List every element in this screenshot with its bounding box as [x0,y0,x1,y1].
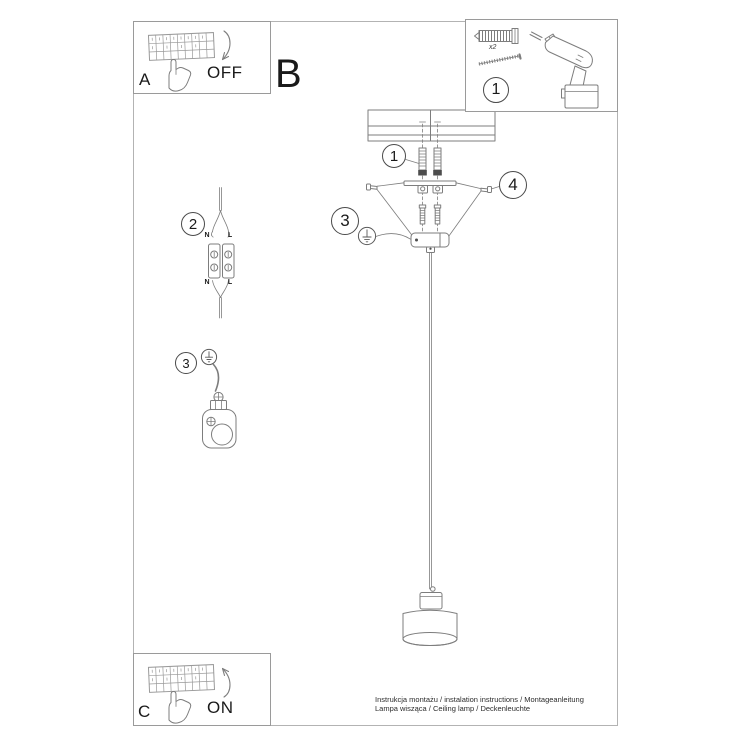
tools-step-number: 1 [483,77,509,103]
lampshade [403,587,457,646]
ground-symbol-icon [358,227,375,244]
footer-line-2: Lampa wisząca / Ceiling lamp / Deckenleuchte [375,704,531,713]
switch-on-label: ON [207,698,234,717]
step-c-power-on-box [133,653,271,726]
callout-ground-main: 3 [331,207,359,235]
drill-icon [530,32,598,108]
tools-box [465,19,618,112]
breaker-panel-on-illustration [134,654,272,727]
step-a-power-off-box [133,21,271,94]
footer [375,695,584,713]
canopy [411,233,449,253]
mounting-bracket [404,181,456,193]
screw-icon [479,55,521,65]
ground-clamp [201,349,236,448]
hand-icon [169,60,191,92]
wall-anchor-icon [475,29,519,44]
mounting-screws [419,205,440,224]
wire-label-n-bottom: N [204,279,210,286]
anchor-quantity: x2 [489,44,497,51]
callout-side-screws: 4 [499,171,527,199]
callout-ground-left: 3 [175,352,197,374]
footer-line-1: Instrukcja montażu / instalation instructions / Montageanleitung [375,695,584,704]
wire-label-l-top: L [227,232,233,239]
circuit-breaker-panel-icon [148,665,214,693]
switch-off-label: OFF [207,63,243,82]
terminal-connector [209,188,235,319]
breaker-panel-off-illustration [134,22,272,95]
section-b-label: B [275,52,302,96]
arrow-up-icon [223,669,231,698]
wire-label-l-bottom: L [227,279,233,286]
wire-label-n-top: N [204,232,210,239]
callout-anchors: 1 [382,144,406,168]
arrow-down-icon [223,31,231,60]
callout-connector: 2 [181,212,205,236]
wall-anchor-icon [418,148,442,176]
suspension-cable [429,253,431,590]
ceiling-slab [368,110,495,141]
circuit-breaker-panel-icon [148,33,214,61]
step-a-label: A [139,70,151,89]
hand-icon [169,692,191,724]
step-c-label: C [138,702,151,721]
